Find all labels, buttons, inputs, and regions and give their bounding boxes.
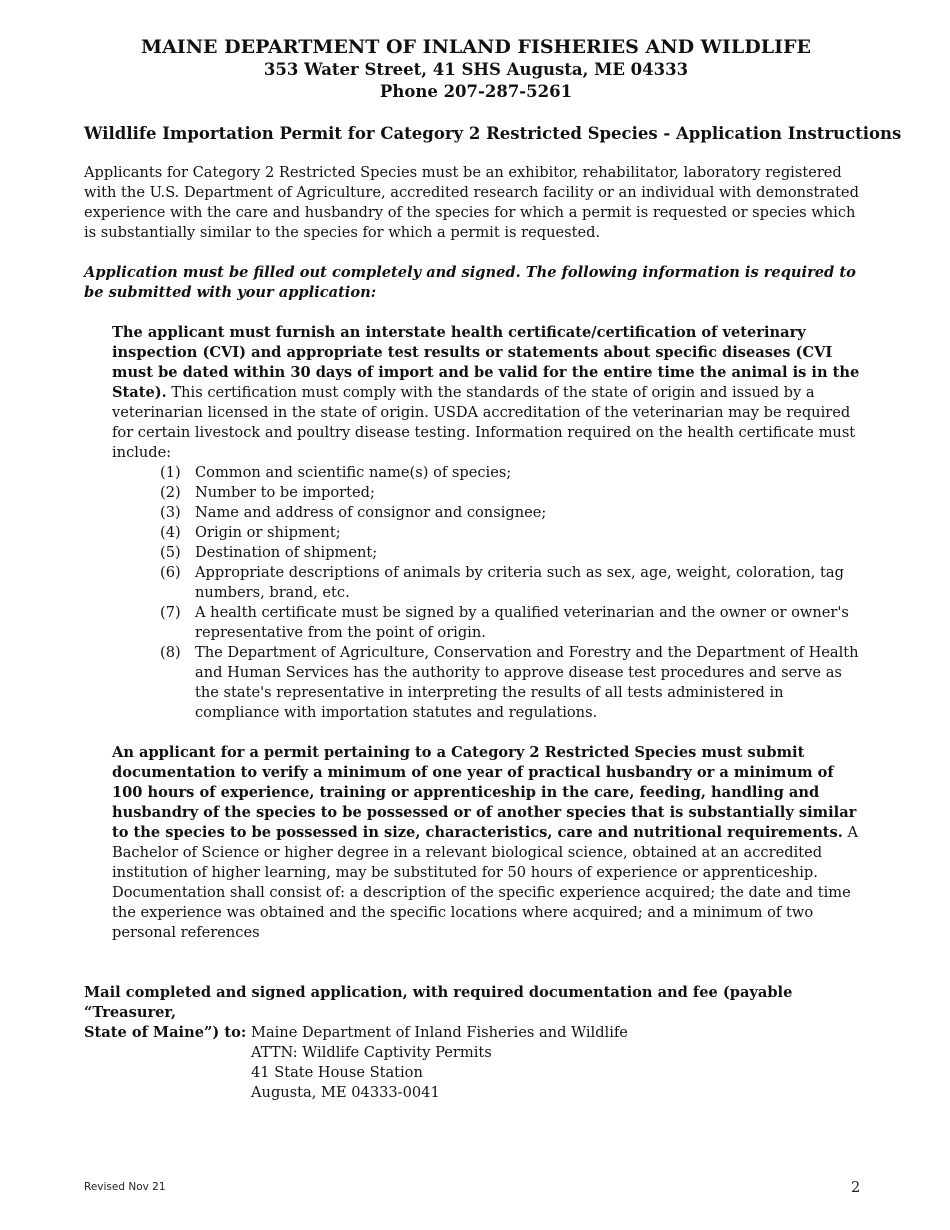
list-item-text: A health certificate must be signed by a qualified veterinarian and the owner or owner's representative from the point of origin. [195,604,849,641]
health-certificate-text: This certification must comply with the standards of the state of origin and issued by a veterinarian licensed in the state of origin. USDA accreditation of the veterinarian may be required for certain livestock and poultry disease testing. Information required on the health certificate must include: [112,384,856,461]
intro-paragraph: Applicants for Category 2 Restricted Species must be an exhibitor, rehabilitator, laboratory registered with the U.S. Department of Agriculture, accredited research facility or an individual with demonstrated experience with the care and husbandry of the species for which a permit is requested or species which is substantially similar to the species for which a permit is requested. [84,164,859,241]
list-item [160,523,868,543]
list-item [160,643,868,723]
mailing-address [251,1023,628,1103]
list-item-number: (6) [160,564,181,581]
page-number: 2 [851,1179,861,1196]
health-certificate-bold: The applicant must furnish an interstate health certificate/certification of veterinary inspection (CVI) and appropriate test results or statements about specific diseases (CVI must be dated within 30 days of import and be valid for the entire time the animal is in the State). [112,324,860,401]
department-name: MAINE DEPARTMENT OF INLAND FISHERIES AND WILDLIFE [141,36,811,58]
mailing-address-row [84,1023,868,1103]
department-phone: Phone 207-287-5261 [379,82,573,101]
mailing-lead: Mail completed and signed application, with required documentation and fee (payable “Treasurer, [84,984,793,1021]
experience-section [112,743,868,943]
department-address: 353 Water Street, 41 SHS Augusta, ME 04333 [263,60,689,79]
address-line: 41 State House Station [251,1064,423,1081]
list-item [160,563,868,603]
list-item-text: Origin or shipment; [195,524,341,541]
list-item-text: Common and scientific name(s) of species; [195,464,512,481]
health-certificate-section [112,323,868,723]
list-item [160,483,868,503]
list-item-text: Name and address of consignor and consignee; [195,504,547,521]
list-item-text: Number to be imported; [195,484,375,501]
list-item [160,543,868,563]
list-item-text: Destination of shipment; [195,544,378,561]
mailing-label: State of Maine”) to: [84,1024,247,1041]
experience-paragraph [112,743,868,943]
list-item-number: (2) [160,484,181,501]
document-title: Wildlife Importation Permit for Category 2 Restricted Species - Application Instructions [84,124,902,143]
list-item-number: (8) [160,644,181,661]
address-line: Augusta, ME 04333-0041 [251,1084,440,1101]
requirement-note: Application must be filled out completely and signed. The following information is required to be submitted with your application: [84,264,856,301]
list-item-text: The Department of Agriculture, Conservation and Forestry and the Department of Health and Human Services has the authority to approve disease test procedures and serve as the state's representative in interpreting the results of all tests administered in compliance with importation statutes and regulations. [195,644,859,721]
address-line: Maine Department of Inland Fisheries and Wildlife [251,1024,628,1041]
list-item-text: Appropriate descriptions of animals by criteria such as sex, age, weight, coloration, tag numbers, brand, etc. [195,564,844,601]
list-item [160,463,868,483]
mailing-instructions [84,983,868,1103]
list-item-number: (5) [160,544,181,561]
experience-bold: An applicant for a permit pertaining to a Category 2 Restricted Species must submit documentation to verify a minimum of one year of practical husbandry or a minimum of 100 hours of experience, training or apprenticeship in the care, feeding, handling and husbandry of the species to be possessed or of another species that is substantially similar to the species to be possessed in size, characteristics, care and nutritional requirements. [112,744,857,841]
list-item [160,503,868,523]
revision-note: Revised Nov 21 [84,1181,166,1193]
list-item-number: (4) [160,524,181,541]
list-item [160,603,868,643]
experience-text: A Bachelor of Science or higher degree in a relevant biological science, obtained at an accredited institution of higher learning, may be substituted for 50 hours of experience or apprenticeship. Documentation shall consist of: a description of the specific experience acquired; the date and time the experience was obtained and the specific locations where acquired; and a minimum of two personal references [112,824,859,941]
document-page [84,36,902,1103]
address-line: ATTN: Wildlife Captivity Permits [251,1044,492,1061]
list-item-number: (1) [160,464,181,481]
health-certificate-list [112,463,868,723]
health-certificate-paragraph [112,323,868,463]
list-item-number: (7) [160,604,181,621]
list-item-number: (3) [160,504,181,521]
